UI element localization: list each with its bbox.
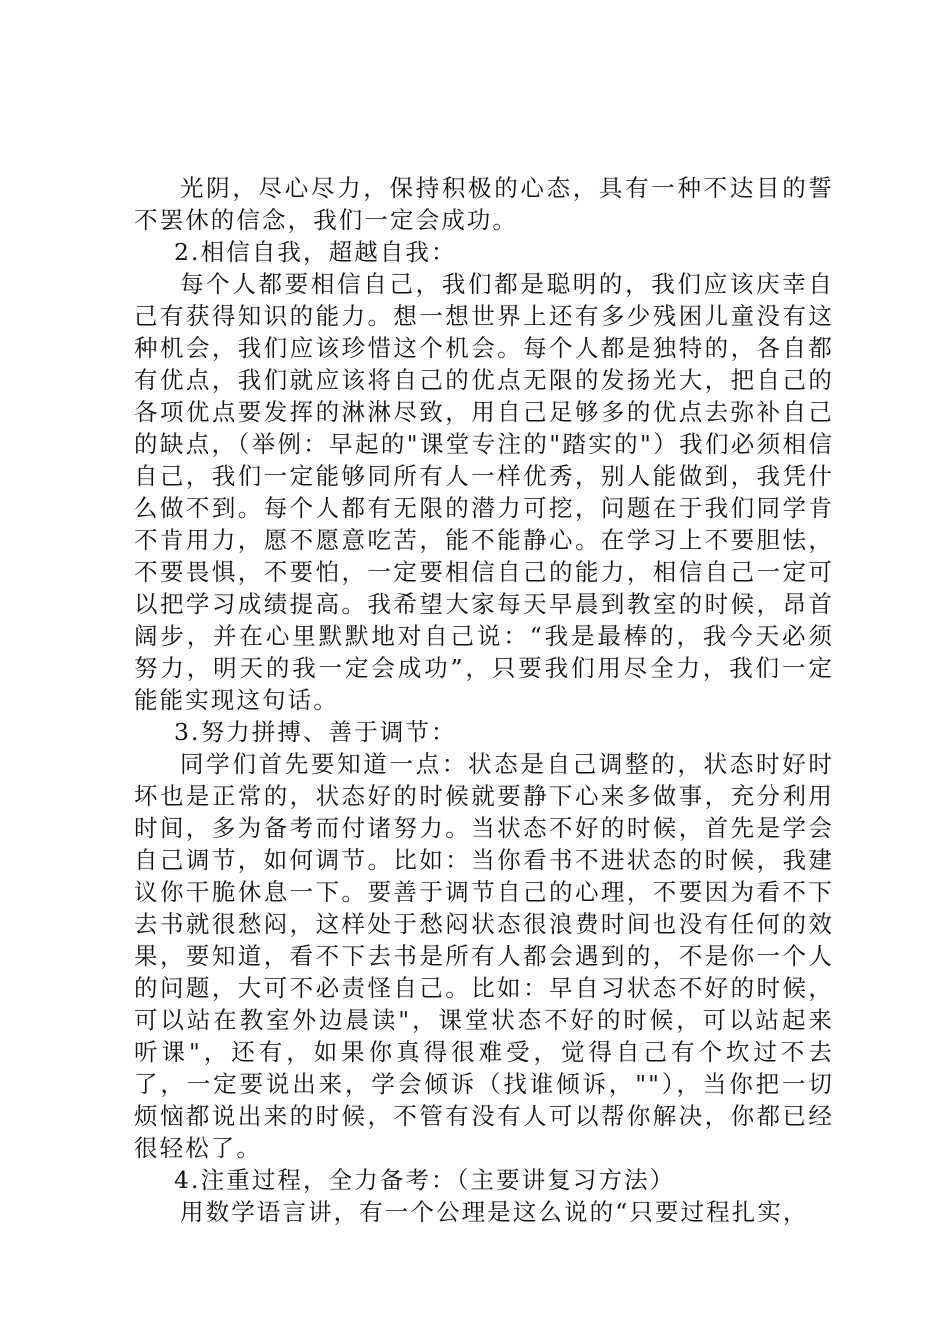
- section-heading-2: 2.相信自我，超越自我：: [174, 238, 457, 266]
- section-heading-4: 4.注重过程，全力备考：（主要讲复习方法）: [174, 1166, 676, 1194]
- section-heading-3: 3.努力拼搏、善于调节：: [174, 718, 457, 746]
- paragraph-intro: 光阴，尽心尽力，保持积极的心态，具有一种不达目的誓不罢休的信念，我们一定会成功。: [134, 174, 834, 234]
- body-text: [134, 172, 834, 1228]
- paragraph-self-belief: 每个人都要相信自己，我们都是聪明的，我们应该庆幸自己有获得知识的能力。想一想世界上还有多少残困儿童没有这种机会，我们应该珍惜这个机会。每个人都是独特的，各自都有优点，我们就应该将自己的优点无限的发扬光大，把自己的各项优点要发挥的淋淋尽致，用自己足够多的优点去弥补自己的缺点，（举例：早起的"课堂专注的"踏实的"）我们必须相信自己，我们一定能够同所有人一样优秀，别人能做到，我凭什么做不到。每个人都有无限的潜力可挖，问题在于我们同学肯不肯用力，愿不愿意吃苦，能不能静心。在学习上不要胆怯，不要畏惧，不要怕，一定要相信自己的能力，相信自己一定可以把学习成绩提高。我希望大家每天早晨到教室的时候，昂首阔步，并在心里默默地对自己说：“我是最棒的，我今天必须努力，明天的我一定会成功”，只要我们用尽全力，我们一定能能实现这句话。: [134, 270, 834, 714]
- paragraph-process: 用数学语言讲，有一个公理是这么说的“只要过程扎实，: [180, 1198, 809, 1226]
- paragraph-self-adjust: 同学们首先要知道一点：状态是自己调整的，状态时好时坏也是正常的，状态好的时候就要静下心来多做事，充分利用时间，多为备考而付诸努力。当状态不好的时候，首先是学会自己调节，如何调节。比如：当你看书不进状态的时候，我建议你干脆休息一下。要善于调节自己的心理，不要因为看不下去书就很愁闷，这样处于愁闷状态很浪费时间也没有任何的效果，要知道，看不下去书是所有人都会遇到的，不是你一个人的问题，大可不必责怪自己。比如：早自习状态不好的时候，可以站在教室外边晨读"，课堂状态不好的时候，可以站起来听课"，还有，如果你真得很难受，觉得自己有个坎过不去了，一定要说出来，学会倾诉（找谁倾诉，""），当你把一切烦恼都说出来的时候，不管有没有人可以帮你解决，你都已经很轻松了。: [134, 750, 834, 1162]
